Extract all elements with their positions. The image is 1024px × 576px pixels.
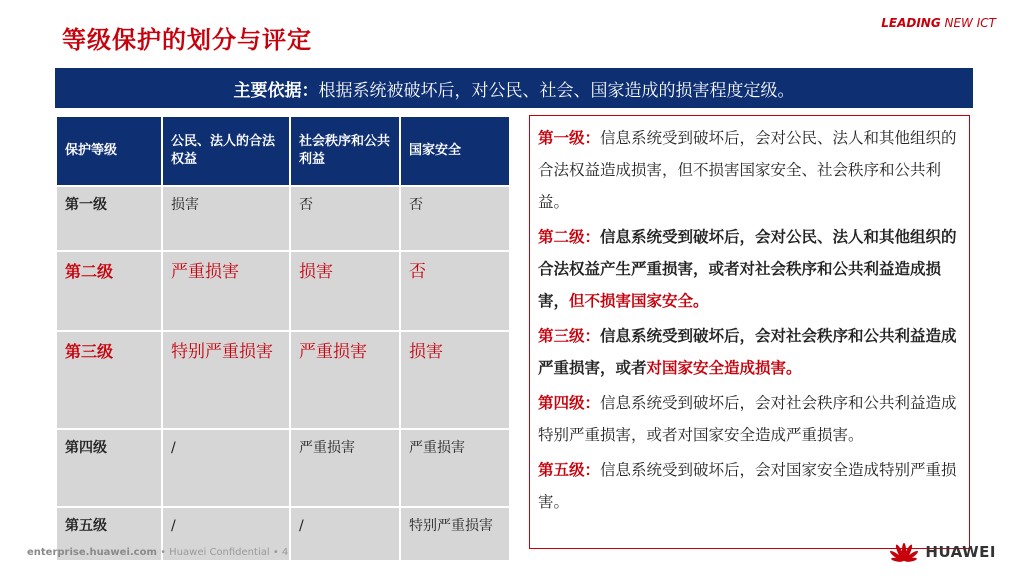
desc-level-2-emphasis: 但不损害国家安全。 bbox=[569, 292, 709, 310]
table-row bbox=[57, 430, 509, 506]
cell-citizen: 特别严重损害 bbox=[163, 332, 289, 428]
footer-page-number: 4 bbox=[281, 547, 289, 558]
cell-level: 第五级 bbox=[57, 508, 161, 560]
footer-confidential: Huawei Confidential bbox=[169, 547, 270, 558]
basis-label: 主要依据： bbox=[233, 80, 319, 101]
brand-tagline bbox=[881, 16, 996, 30]
cell-society: / bbox=[291, 508, 399, 560]
footer-separator: • bbox=[156, 547, 170, 558]
cell-citizen: / bbox=[163, 430, 289, 506]
desc-level-2-text: 信息系统受到破坏后，会对公民、法人和其他组织的合法权益产生严重损害，或者对社会秩序和公共利益造成损害， bbox=[538, 228, 957, 310]
cell-citizen: 损害 bbox=[163, 187, 289, 250]
footer-site: enterprise.huawei.com bbox=[27, 547, 157, 558]
cell-citizen: / bbox=[163, 508, 289, 560]
table-row bbox=[57, 252, 509, 330]
cell-level: 第三级 bbox=[57, 332, 161, 428]
cell-society: 否 bbox=[291, 187, 399, 250]
desc-level-1-text: 信息系统受到破坏后，会对公民、法人和其他组织的合法权益造成损害，但不损害国家安全、社会秩序和公共利益。 bbox=[538, 129, 957, 211]
cell-national: 严重损害 bbox=[401, 430, 509, 506]
table-row bbox=[57, 332, 509, 428]
desc-level-5-text: 信息系统受到破坏后，会对国家安全造成特别严重损害。 bbox=[538, 461, 957, 511]
desc-level-1-head: 第一级： bbox=[538, 129, 601, 147]
cell-society: 严重损害 bbox=[291, 332, 399, 428]
cell-national: 否 bbox=[401, 187, 509, 250]
cell-citizen: 严重损害 bbox=[163, 252, 289, 330]
page-title: 等级保护的划分与评定 bbox=[62, 26, 312, 54]
huawei-petal-icon bbox=[889, 542, 919, 562]
desc-level-1 bbox=[538, 122, 961, 218]
desc-level-3-head: 第三级： bbox=[538, 327, 601, 345]
brand-tagline-lead: LEADING bbox=[881, 16, 941, 30]
cell-society: 损害 bbox=[291, 252, 399, 330]
cell-national: 损害 bbox=[401, 332, 509, 428]
table-row bbox=[57, 187, 509, 250]
header-citizen: 公民、法人的合法权益 bbox=[163, 117, 289, 185]
desc-level-4-head: 第四级： bbox=[538, 394, 601, 412]
desc-level-2-head: 第二级： bbox=[538, 228, 601, 246]
grade-table bbox=[55, 115, 511, 562]
header-level: 保护等级 bbox=[57, 117, 161, 185]
header-national: 国家安全 bbox=[401, 117, 509, 185]
huawei-wordmark: HUAWEI bbox=[925, 543, 996, 561]
huawei-logo bbox=[889, 542, 996, 562]
cell-national: 否 bbox=[401, 252, 509, 330]
cell-level: 第一级 bbox=[57, 187, 161, 250]
desc-level-4 bbox=[538, 387, 961, 451]
cell-level: 第二级 bbox=[57, 252, 161, 330]
brand-tagline-rest: NEW ICT bbox=[940, 16, 996, 30]
header-society: 社会秩序和公共利益 bbox=[291, 117, 399, 185]
footer bbox=[27, 547, 288, 558]
basis-text: 根据系统被破坏后，对公民、社会、国家造成的损害程度定级。 bbox=[318, 80, 795, 101]
desc-level-3-emphasis: 对国家安全造成损害。 bbox=[646, 359, 802, 377]
table-header-row bbox=[57, 117, 509, 185]
footer-separator: • bbox=[269, 547, 282, 558]
cell-level: 第四级 bbox=[57, 430, 161, 506]
cell-national: 特别严重损害 bbox=[401, 508, 509, 560]
cell-society: 严重损害 bbox=[291, 430, 399, 506]
desc-level-5-head: 第五级： bbox=[538, 461, 601, 479]
desc-level-3 bbox=[538, 320, 961, 384]
level-description-panel bbox=[529, 115, 970, 549]
desc-level-2 bbox=[538, 221, 961, 317]
desc-level-4-text: 信息系统受到破坏后，会对社会秩序和公共利益造成特别严重损害，或者对国家安全造成严重损害。 bbox=[538, 394, 957, 444]
desc-level-5 bbox=[538, 454, 961, 518]
basis-banner bbox=[55, 68, 973, 108]
desc-level-3-text: 信息系统受到破坏后，会对社会秩序和公共利益造成严重损害，或者 bbox=[538, 327, 957, 377]
